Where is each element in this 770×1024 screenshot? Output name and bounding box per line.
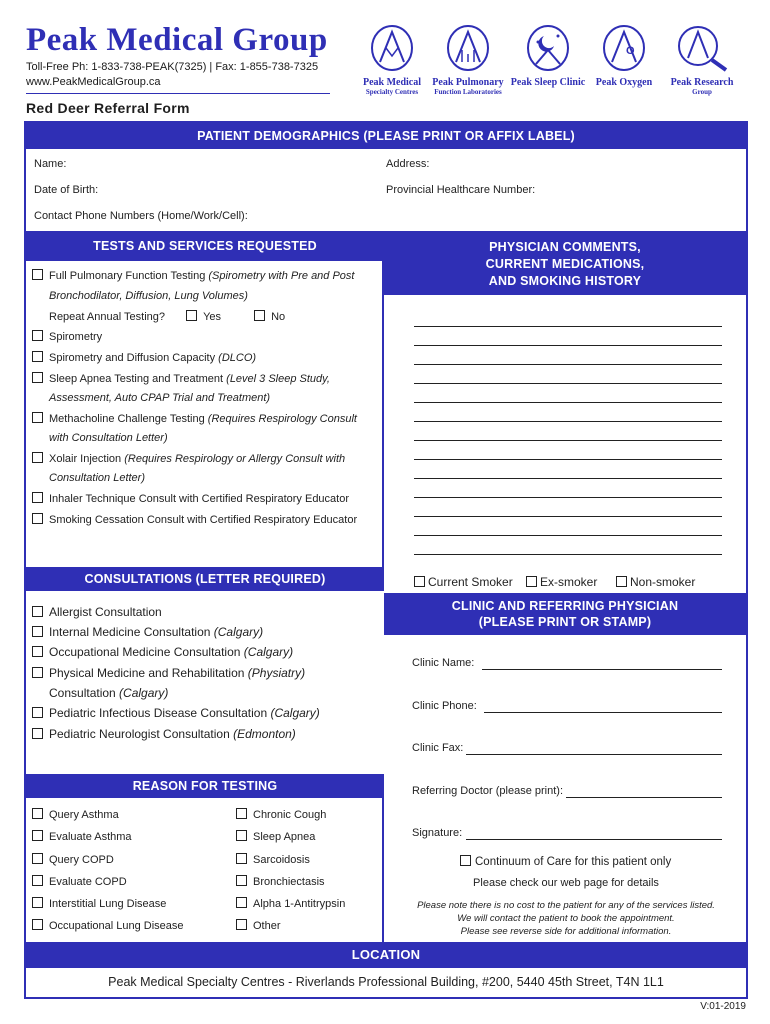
consultations-header: CONSULTATIONS (LETTER REQUIRED) bbox=[26, 567, 384, 591]
continuum-of-care-option[interactable]: Continuum of Care for this patient only bbox=[460, 855, 671, 868]
physician-comments-header: PHYSICIAN COMMENTS, CURRENT MEDICATIONS, AND SMOKING HISTORY bbox=[384, 231, 746, 295]
referring-doctor-input[interactable] bbox=[566, 797, 722, 798]
reason-occupational-lung-disease[interactable]: Occupational Lung Disease bbox=[32, 919, 184, 933]
logo-strip bbox=[352, 24, 742, 104]
comment-line[interactable] bbox=[414, 459, 722, 460]
svg-text:O: O bbox=[626, 45, 635, 57]
test-smoking-cessation[interactable]: Smoking Cessation Consult with Certified Respiratory Educator bbox=[32, 513, 357, 527]
clinic-physician-header: CLINIC AND REFERRING PHYSICIAN (PLEASE PRINT OR STAMP) bbox=[384, 593, 746, 635]
contact-line: Toll-Free Ph: 1-833-738-PEAK(7325) | Fax: 1-855-738-7325 bbox=[26, 61, 319, 73]
checkbox[interactable] bbox=[32, 372, 43, 383]
comment-line[interactable] bbox=[414, 554, 722, 555]
checkbox[interactable] bbox=[32, 412, 43, 423]
consult-internal-medicine[interactable]: Internal Medicine Consultation (Calgary) bbox=[32, 625, 263, 640]
healthcare-number-field[interactable]: Provincial Healthcare Number: bbox=[386, 184, 536, 196]
location-header: LOCATION bbox=[26, 942, 746, 968]
comment-line[interactable] bbox=[414, 440, 722, 441]
comment-line[interactable] bbox=[414, 364, 722, 365]
checkbox[interactable] bbox=[236, 808, 247, 819]
clinic-name-label: Clinic Name: bbox=[412, 657, 475, 669]
logo-sub: Function Laboratories bbox=[434, 88, 502, 96]
date-of-birth-field[interactable]: Date of Birth: bbox=[34, 184, 99, 196]
patient-name-field[interactable]: Name: bbox=[34, 158, 67, 170]
checkbox[interactable] bbox=[32, 875, 43, 886]
comment-line[interactable] bbox=[414, 402, 722, 403]
peak-oxygen-logo bbox=[584, 24, 664, 88]
location-address: Peak Medical Specialty Centres - Riverlands Professional Building, #200, 5440 45th Street, T4N 1L1 bbox=[108, 975, 664, 989]
contact-phone-field[interactable]: Contact Phone Numbers (Home/Work/Cell): bbox=[34, 210, 248, 222]
ex-smoker-option[interactable]: Ex-smoker bbox=[526, 575, 597, 589]
booking-note: We will contact the patient to book the appointment. bbox=[457, 913, 675, 924]
checkbox[interactable] bbox=[236, 830, 247, 841]
checkbox[interactable] bbox=[32, 626, 43, 637]
test-sleep-apnea[interactable]: Sleep Apnea Testing and Treatment (Level 3 Sleep Study, bbox=[32, 372, 330, 386]
consult-allergist[interactable]: Allergist Consultation bbox=[32, 605, 162, 620]
clinic-fax-label: Clinic Fax: bbox=[412, 742, 464, 754]
referring-doctor-label: Referring Doctor (please print): bbox=[412, 785, 564, 797]
checkbox[interactable] bbox=[32, 919, 43, 930]
consult-pediatric-infectious-disease[interactable]: Pediatric Infectious Disease Consultation (Calgary) bbox=[32, 706, 320, 721]
reason-alpha-1-antitrypsin[interactable]: Alpha 1-Antitrypsin bbox=[236, 897, 345, 911]
checkbox[interactable] bbox=[32, 646, 43, 657]
reason-evaluate-copd[interactable]: Evaluate COPD bbox=[32, 875, 127, 889]
checkbox[interactable] bbox=[32, 707, 43, 718]
checkbox[interactable] bbox=[236, 875, 247, 886]
checkbox[interactable] bbox=[414, 576, 425, 587]
reason-query-asthma[interactable]: Query Asthma bbox=[32, 808, 119, 822]
checkbox[interactable] bbox=[616, 576, 627, 587]
brand-title: Peak Medical Group bbox=[26, 22, 328, 58]
checkbox[interactable] bbox=[32, 351, 43, 362]
reason-query-copd[interactable]: Query COPD bbox=[32, 853, 114, 867]
consult-physical-medicine[interactable]: Physical Medicine and Rehabilitation (Physiatry) bbox=[32, 666, 305, 681]
comment-line[interactable] bbox=[414, 345, 722, 346]
checkbox[interactable] bbox=[32, 853, 43, 864]
clinic-fax-input[interactable] bbox=[466, 754, 722, 755]
consult-occupational-medicine[interactable]: Occupational Medicine Consultation (Calgary) bbox=[32, 645, 293, 660]
clinic-phone-label: Clinic Phone: bbox=[412, 700, 477, 712]
comment-line[interactable] bbox=[414, 478, 722, 479]
test-xolair-note: Consultation Letter) bbox=[49, 472, 145, 484]
checkbox[interactable] bbox=[32, 897, 43, 908]
logo-label: Peak Research bbox=[670, 77, 734, 88]
checkbox[interactable] bbox=[236, 919, 247, 930]
test-spirometry[interactable]: Spirometry bbox=[32, 330, 102, 344]
peak-sleep-clinic-logo bbox=[508, 24, 588, 88]
logo-sub: Group bbox=[692, 88, 712, 96]
checkbox[interactable] bbox=[32, 452, 43, 463]
reason-evaluate-asthma[interactable]: Evaluate Asthma bbox=[32, 830, 132, 844]
peak-research-logo-icon bbox=[674, 24, 730, 72]
form-title: Red Deer Referral Form bbox=[26, 100, 190, 116]
checkbox[interactable] bbox=[32, 492, 43, 503]
logo-label: Peak Sleep Clinic bbox=[510, 77, 586, 88]
test-dlco[interactable]: Spirometry and Diffusion Capacity (DLCO) bbox=[32, 351, 256, 365]
peak-medical-logo bbox=[352, 24, 432, 97]
peak-pulmonary-logo bbox=[428, 24, 508, 97]
web-details-note: Please check our web page for details bbox=[473, 877, 659, 889]
test-xolair[interactable]: Xolair Injection (Requires Respirology or Allergy Consult with bbox=[32, 452, 345, 466]
brand-block bbox=[26, 22, 334, 116]
reason-chronic-cough[interactable]: Chronic Cough bbox=[236, 808, 326, 822]
logo-label: Peak Oxygen bbox=[595, 77, 653, 88]
test-methacholine[interactable]: Methacholine Challenge Testing (Requires Respirology Consult bbox=[32, 412, 357, 426]
logo-label: Peak Pulmonary bbox=[432, 77, 504, 88]
website-link[interactable]: www.PeakMedicalGroup.ca bbox=[26, 76, 161, 88]
reason-bronchiectasis[interactable]: Bronchiectasis bbox=[236, 875, 325, 889]
peak-oxygen-logo-icon bbox=[600, 24, 648, 72]
no-cost-note: Please note there is no cost to the patient for any of the services listed. bbox=[417, 900, 715, 911]
demographics-header: PATIENT DEMOGRAPHICS (PLEASE PRINT OR AFFIX LABEL) bbox=[26, 123, 746, 149]
signature-label: Signature: bbox=[412, 827, 463, 839]
comment-line[interactable] bbox=[414, 497, 722, 498]
non-smoker-option[interactable]: Non-smoker bbox=[616, 575, 695, 589]
test-inhaler-technique[interactable]: Inhaler Technique Consult with Certified Respiratory Educator bbox=[32, 492, 349, 506]
reason-other[interactable]: Other bbox=[236, 919, 281, 933]
reason-for-testing-header: REASON FOR TESTING bbox=[26, 774, 384, 798]
reason-sarcoidosis[interactable]: Sarcoidosis bbox=[236, 853, 310, 867]
checkbox[interactable] bbox=[236, 853, 247, 864]
peak-sleep-clinic-logo-icon bbox=[524, 24, 572, 72]
repeat-annual-testing: Repeat Annual Testing? Yes No bbox=[49, 311, 286, 323]
peak-pulmonary-logo-icon bbox=[444, 24, 492, 72]
clinic-name-input[interactable] bbox=[482, 669, 722, 670]
form-version: V:01-2019 bbox=[700, 1001, 746, 1012]
logo-label: Peak Medical bbox=[362, 77, 422, 88]
checkbox[interactable] bbox=[32, 513, 43, 524]
repeat-yes-checkbox[interactable] bbox=[186, 310, 197, 321]
test-full-pft[interactable]: Full Pulmonary Function Testing (Spirometry with Pre and Post bbox=[32, 269, 355, 283]
header-divider bbox=[26, 93, 330, 94]
checkbox[interactable] bbox=[32, 330, 43, 341]
comment-line[interactable] bbox=[414, 326, 722, 327]
test-methacholine-note: with Consultation Letter) bbox=[49, 432, 168, 444]
peak-research-logo bbox=[662, 24, 742, 97]
comment-line[interactable] bbox=[414, 535, 722, 536]
test-full-pft-note: Bronchodilator, Diffusion, Lung Volumes) bbox=[49, 290, 248, 302]
comment-line[interactable] bbox=[414, 383, 722, 384]
comment-line[interactable] bbox=[414, 516, 722, 517]
reason-interstitial-lung-disease[interactable]: Interstitial Lung Disease bbox=[32, 897, 166, 911]
signature-input[interactable] bbox=[466, 839, 722, 840]
patient-address-field[interactable]: Address: bbox=[386, 158, 430, 170]
reason-sleep-apnea[interactable]: Sleep Apnea bbox=[236, 830, 315, 844]
logo-sub: Specialty Centres bbox=[365, 88, 419, 96]
checkbox[interactable] bbox=[32, 606, 43, 617]
checkbox[interactable] bbox=[32, 808, 43, 819]
consult-pediatric-neurologist[interactable]: Pediatric Neurologist Consultation (Edmonton) bbox=[32, 727, 296, 742]
tests-services-header: TESTS AND SERVICES REQUESTED bbox=[26, 231, 384, 261]
checkbox[interactable] bbox=[32, 728, 43, 739]
reverse-side-note: Please see reverse side for additional information. bbox=[460, 926, 672, 937]
test-sleep-apnea-note: Assessment, Auto CPAP Trial and Treatment) bbox=[49, 392, 271, 404]
checkbox[interactable] bbox=[32, 667, 43, 678]
checkbox[interactable] bbox=[32, 830, 43, 841]
checkbox[interactable] bbox=[236, 897, 247, 908]
consult-physical-medicine-cont: Consultation (Calgary) bbox=[49, 686, 169, 700]
current-smoker-option[interactable]: Current Smoker bbox=[414, 575, 513, 589]
comment-line[interactable] bbox=[414, 421, 722, 422]
checkbox[interactable] bbox=[526, 576, 537, 587]
checkbox[interactable] bbox=[460, 855, 471, 866]
clinic-phone-input[interactable] bbox=[484, 712, 722, 713]
peak-medical-logo-icon bbox=[368, 24, 416, 72]
repeat-no-checkbox[interactable] bbox=[254, 310, 265, 321]
referral-form bbox=[24, 121, 748, 999]
checkbox[interactable] bbox=[32, 269, 43, 280]
